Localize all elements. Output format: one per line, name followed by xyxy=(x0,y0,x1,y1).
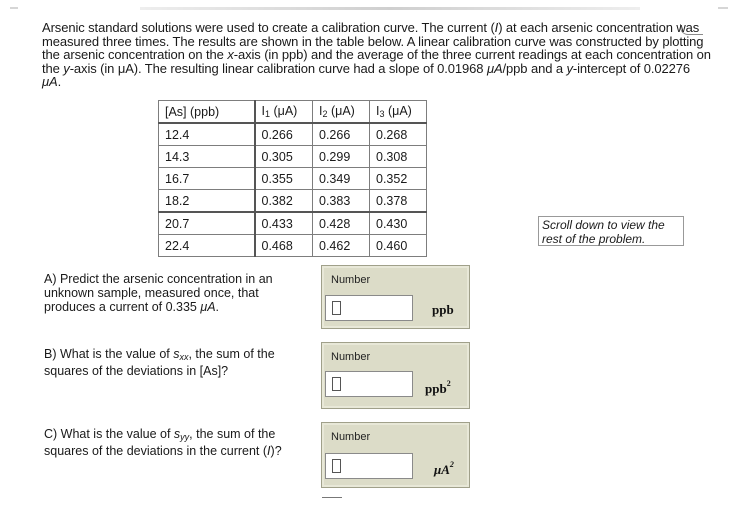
table-cell: 22.4 xyxy=(159,235,255,257)
table-row xyxy=(159,235,427,257)
table-row xyxy=(159,146,427,168)
table-cell: 0.383 xyxy=(313,190,370,213)
table-cell: 20.7 xyxy=(159,212,255,235)
scroll-note: Scroll down to view the rest of the problem. xyxy=(538,216,684,246)
question-b-text: B) What is the value of $s_{xx}$, the sum of the squares of the deviations in [As]? xyxy=(44,347,275,378)
header-i2: $I_2$ (μA) xyxy=(313,101,370,124)
table-cell: 0.428 xyxy=(313,212,370,235)
table-cell: 0.468 xyxy=(255,235,313,257)
answer-c-label: Number xyxy=(331,431,371,443)
answer-a-label: Number xyxy=(331,274,371,286)
answer-b-unit: ppb$^2$ xyxy=(425,379,451,396)
answer-b-input[interactable] xyxy=(325,371,413,397)
data-table xyxy=(158,100,427,257)
table-cell: 0.462 xyxy=(313,235,370,257)
answer-a-panel xyxy=(321,265,470,329)
table-cell: 0.378 xyxy=(370,190,427,213)
table-cell: 0.308 xyxy=(370,146,427,168)
table-cell: 0.382 xyxy=(255,190,313,213)
table-cell: 0.433 xyxy=(255,212,313,235)
table-cell: 14.3 xyxy=(159,146,255,168)
top-divider-right xyxy=(718,7,728,9)
table-cell: 0.266 xyxy=(255,123,313,146)
top-divider-left xyxy=(10,7,18,9)
answer-c-input[interactable] xyxy=(325,453,413,479)
table-cell: 0.266 xyxy=(313,123,370,146)
table-row xyxy=(159,212,427,235)
answer-c-panel xyxy=(321,422,470,488)
answer-c-unit: $\mu A^2$ xyxy=(434,460,454,477)
table-cell: 0.355 xyxy=(255,168,313,190)
header-i1: $I_1$ (μA) xyxy=(255,101,313,124)
table-cell: 0.352 xyxy=(370,168,427,190)
table-row xyxy=(159,190,427,213)
table-cell: 16.7 xyxy=(159,168,255,190)
bottom-divider xyxy=(322,497,342,498)
answer-a-unit: ppb xyxy=(432,302,454,317)
input-caret-icon xyxy=(332,459,341,473)
table-cell: 0.268 xyxy=(370,123,427,146)
input-caret-icon xyxy=(332,377,341,391)
answer-b-label: Number xyxy=(331,351,371,363)
answer-a-input[interactable] xyxy=(325,295,413,321)
question-c-text: C) What is the value of $s_{yy}$, the sum of the squares of the deviations in the current (I)? xyxy=(44,427,282,458)
table-cell: 0.305 xyxy=(255,146,313,168)
input-caret-icon xyxy=(332,301,341,315)
table-header-row xyxy=(159,101,427,124)
question-a-text: A) Predict the arsenic concentration in an unknown sample, measured once, that produces a current of 0.335 μA. xyxy=(44,272,273,314)
table-cell: 0.299 xyxy=(313,146,370,168)
table-cell: 18.2 xyxy=(159,190,255,213)
table-cell: 0.430 xyxy=(370,212,427,235)
answer-b-panel xyxy=(321,342,470,409)
problem-statement: Arsenic standard solutions were used to create a calibration curve. The current (I) at each arsenic concentration was measured three times. The results are shown in the table below. A linear calibration curve was constructed by plotting the arsenic concentration on the x-axis (in ppb) and the average of the three current readings at each concentration on the y-axis (in μA). The resulting linear calibration curve had a slope of 0.01968 μA/ppb and a y-intercept of 0.02276 μA. xyxy=(42,20,711,90)
table-cell: 0.460 xyxy=(370,235,427,257)
top-divider-center xyxy=(140,7,640,10)
table-row xyxy=(159,123,427,146)
table-cell: 12.4 xyxy=(159,123,255,146)
header-i3: $I_3$ (μA) xyxy=(370,101,427,124)
header-concentration: [As] (ppb) xyxy=(159,101,255,124)
table-cell: 0.349 xyxy=(313,168,370,190)
table-row xyxy=(159,168,427,190)
